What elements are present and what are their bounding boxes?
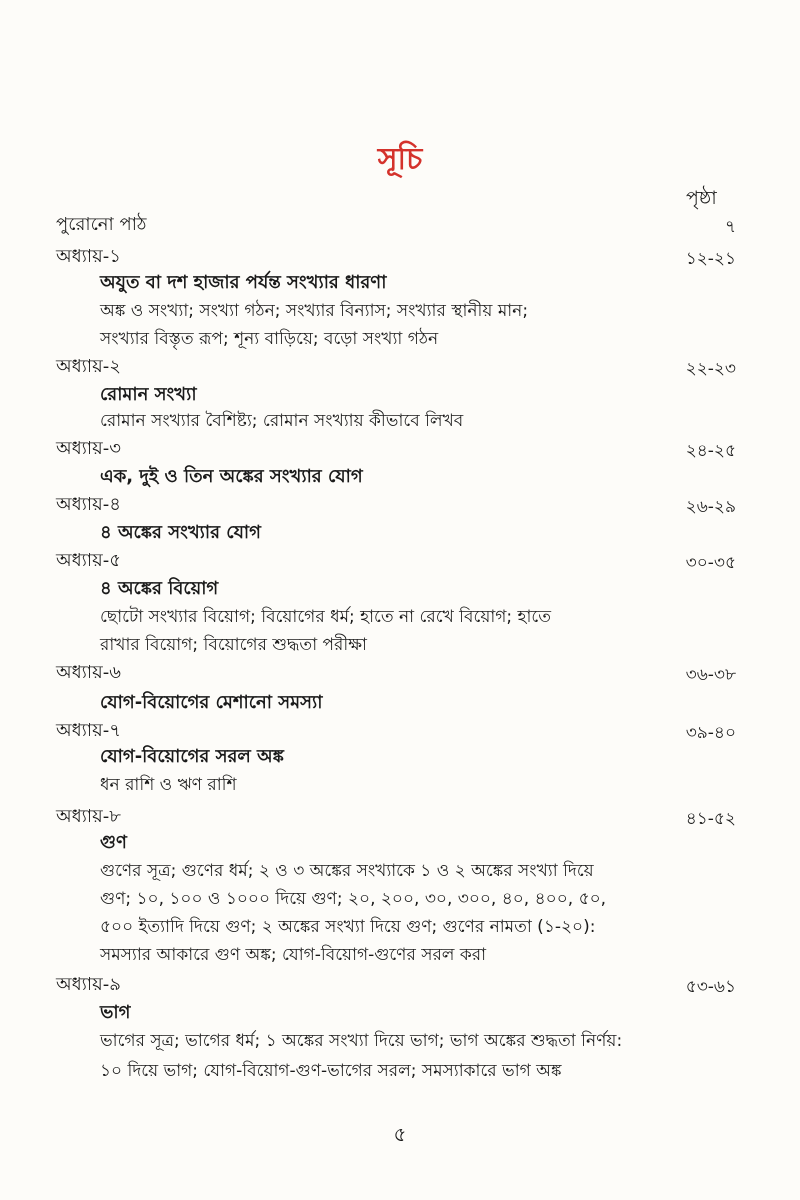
chapter-label: অধ্যায়-৫	[56, 550, 121, 571]
page-range: ৩০-৩৫	[685, 553, 736, 573]
chapter-label: অধ্যায়-৪	[56, 494, 121, 515]
toc-entry	[0, 348, 800, 379]
toc-entry	[0, 206, 800, 237]
chapter-topics: গুণের সূত্র; গুণের ধর্ম; ২ ও ৩ অঙ্কের সংখ্যাকে ১ ও ২ অঙ্কের সংখ্যা দিয়ে	[100, 861, 594, 881]
chapter-topics: ভাগের সূত্র; ভাগের ধর্ম; ১ অঙ্কের সংখ্যা দিয়ে ভাগ; ভাগ অঙ্কের শুদ্ধতা নির্ণয়:	[100, 1031, 623, 1051]
page-column-header: পৃষ্ঠা	[686, 187, 717, 209]
chapter-label: অধ্যায়-৯	[56, 974, 121, 995]
chapter-subtitle: ৪ অঙ্কের বিয়োগ	[100, 578, 219, 599]
chapter-topics: রোমান সংখ্যার বৈশিষ্ট্য; রোমান সংখ্যায় কীভাবে লিখব	[100, 411, 464, 431]
chapter-topics: অঙ্ক ও সংখ্যা; সংখ্যা গঠন; সংখ্যার বিন্যাস; সংখ্যার স্থানীয় মান;	[100, 301, 529, 321]
toc-entry	[0, 966, 800, 997]
chapter-subtitle: যোগ-বিয়োগের সরল অঙ্ক	[100, 746, 284, 767]
page-range: ১২-২১	[685, 249, 736, 269]
chapter-topics: সংখ্যার বিস্তৃত রূপ; শূন্য বাড়িয়ে; বড়ো সংখ্যা গঠন	[100, 329, 439, 349]
chapter-subtitle: যোগ-বিয়োগের মেশানো সমস্যা	[100, 692, 323, 713]
chapter-subtitle: ভাগ	[100, 1002, 131, 1023]
toc-entry	[0, 542, 800, 573]
chapter-topics: গুণ; ১০, ১০০ ও ১০০০ দিয়ে গুণ; ২০, ২০০, ৩০, ৩০০, ৪০, ৪০০, ৫০,	[100, 889, 607, 909]
chapter-label: অধ্যায়-১	[56, 246, 121, 267]
toc-entry	[0, 712, 800, 743]
toc-entry	[0, 238, 800, 269]
page-range: ২৪-২৫	[685, 441, 736, 461]
chapter-subtitle: গুণ	[100, 832, 127, 853]
page-range: ৩৬-৩৮	[685, 665, 736, 685]
chapter-label: অধ্যায়-৩	[56, 438, 121, 459]
toc-entry	[0, 654, 800, 685]
chapter-subtitle: রোমান সংখ্যা	[100, 384, 197, 405]
page-range: ৭	[724, 217, 736, 237]
page-range: ২৬-২৯	[685, 497, 736, 517]
chapter-subtitle: অযুত বা দশ হাজার পর্যন্ত সংখ্যার ধারণা	[100, 272, 387, 293]
chapter-label: অধ্যায়-৮	[56, 806, 121, 827]
page-range: ৫৩-৬১	[685, 977, 736, 997]
chapter-subtitle: ৪ অঙ্কের সংখ্যার যোগ	[100, 522, 261, 543]
page-range: ২২-২৩	[685, 359, 736, 379]
chapter-topics: ছোটো সংখ্যার বিয়োগ; বিয়োগের ধর্ম; হাতে না রেখে বিয়োগ; হাতে	[100, 607, 551, 627]
page-range: ৪১-৫২	[685, 809, 736, 829]
chapter-topics: ৫০০ ইত্যাদি দিয়ে গুণ; ২ অঙ্কের সংখ্যা দিয়ে গুণ; গুণের নামতা (১-২০):	[100, 917, 596, 937]
page-number: ৫	[393, 1122, 407, 1146]
chapter-label: অধ্যায়-৬	[56, 662, 121, 683]
chapter-label: অধ্যায়-২	[56, 356, 121, 377]
chapter-topics: ধন রাশি ও ঋণ রাশি	[100, 775, 237, 795]
chapter-topics: সমস্যার আকারে গুণ অঙ্ক; যোগ-বিয়োগ-গুণের সরল করা	[100, 945, 487, 965]
chapter-topics: রাখার বিয়োগ; বিয়োগের শুদ্ধতা পরীক্ষা	[100, 635, 367, 655]
toc-entry	[0, 430, 800, 461]
chapter-label: পুরোনো পাঠ	[56, 214, 147, 235]
page-title: সূচি	[377, 142, 423, 177]
page-range: ৩৯-৪০	[685, 723, 736, 743]
chapter-topics: ১০ দিয়ে ভাগ; যোগ-বিয়োগ-গুণ-ভাগের সরল; সমস্যাকারে ভাগ অঙ্ক	[100, 1061, 562, 1081]
toc-entry	[0, 486, 800, 517]
toc-entry	[0, 798, 800, 829]
chapter-subtitle: এক, দুই ও তিন অঙ্কের সংখ্যার যোগ	[100, 466, 363, 487]
chapter-label: অধ্যায়-৭	[56, 720, 121, 741]
